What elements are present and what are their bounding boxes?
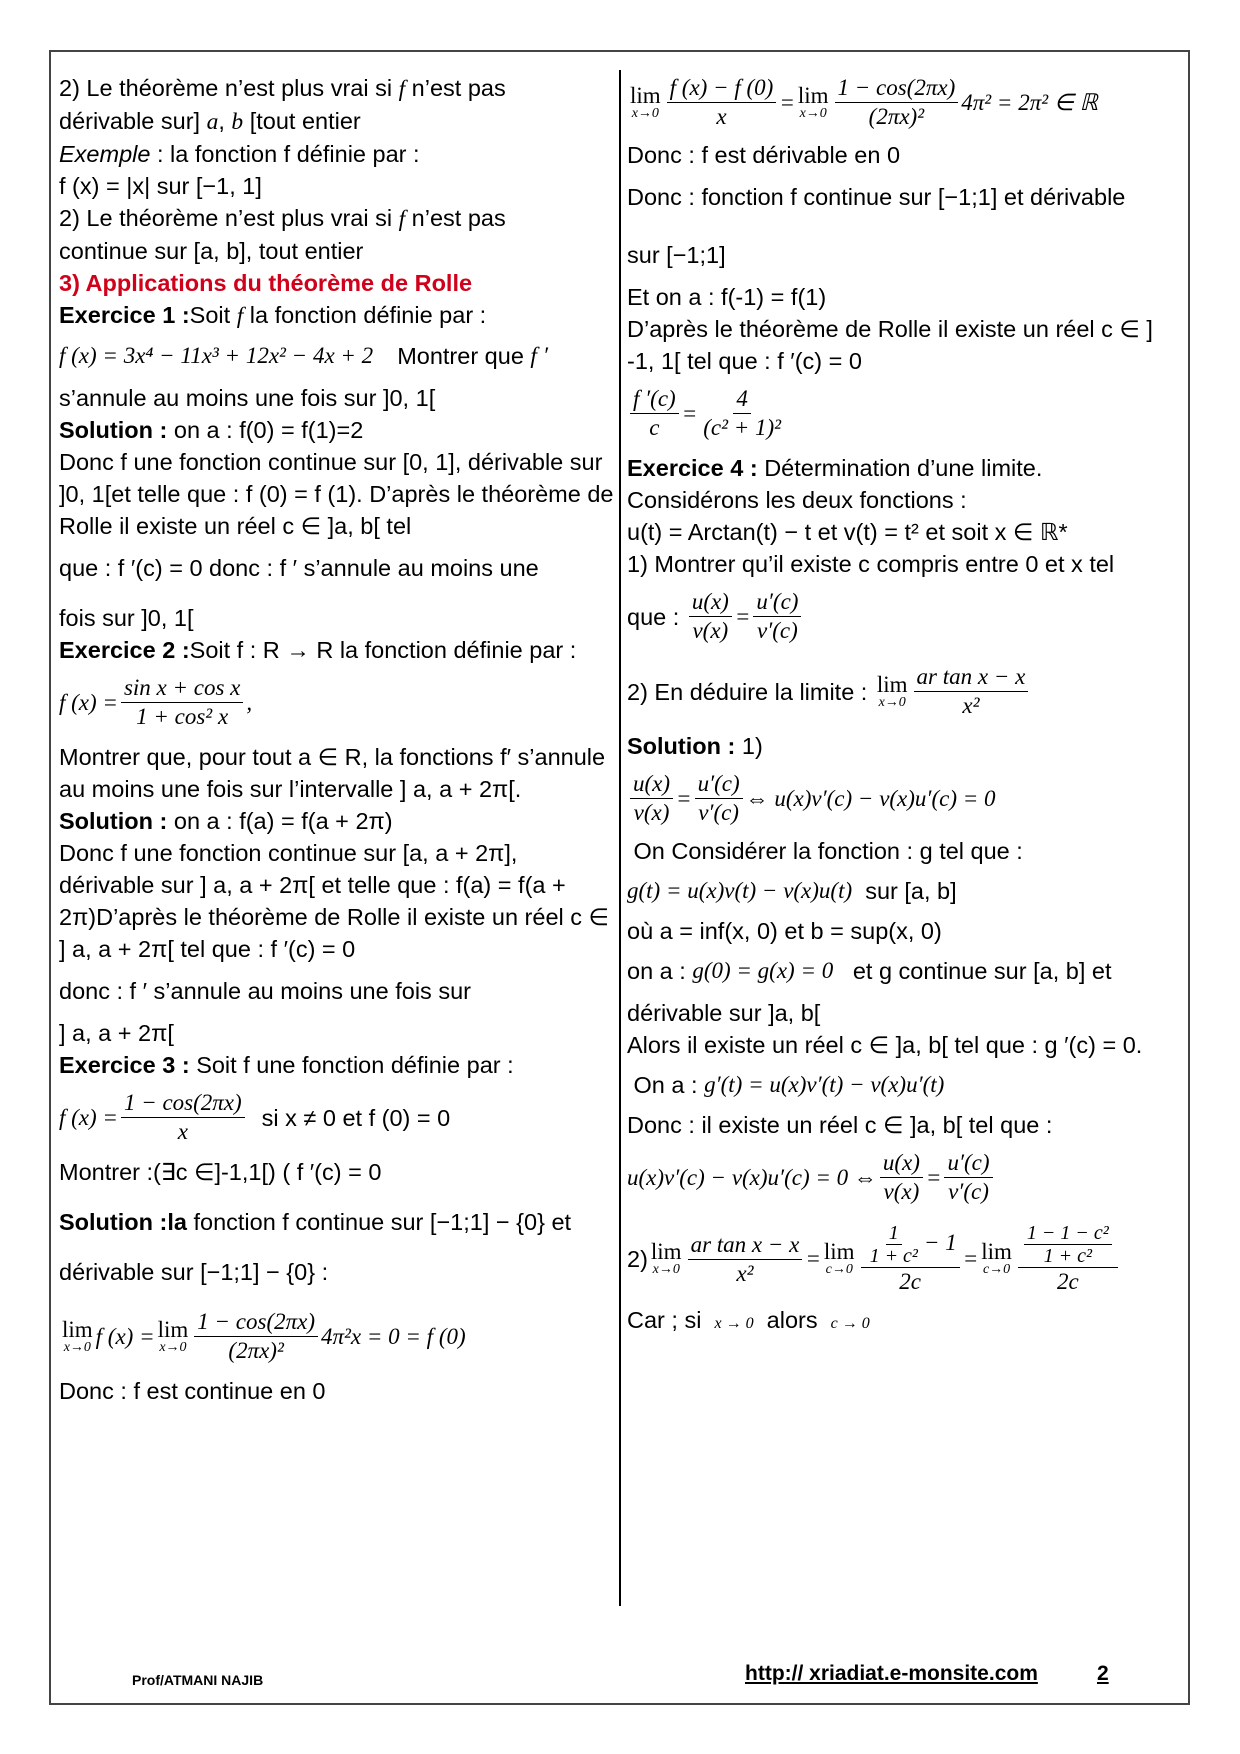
solution-2-text: donc : f ′ s’annule au moins une fois sur bbox=[59, 978, 471, 1004]
fraction-formula: $\frac{f '(c)}{c}$ = $\frac{4}{\text{(c² + 1)²}}$ bbox=[627, 385, 1182, 442]
exercise-1-formula: f (x) = 3x⁴ − 11x³ + 12x² − 4x + 2 Montrer que f ′ bbox=[59, 343, 548, 369]
footer-website-link[interactable]: http:// xriadiat.e-monsite.com bbox=[745, 1662, 1038, 1685]
solution-4-equivalence: $\frac{u(x)}{v(x)}$ = $\frac{u'(c)}{v'(c)}$ ⇔ u(x)v′(c) − v(x)u′(c) = 0 bbox=[627, 770, 1182, 827]
solution-4: Solution : 1) bbox=[627, 733, 763, 759]
exercise-4-text: 1) Montrer qu’il existe c compris entre 0 et x tel bbox=[627, 551, 1115, 577]
text-line: s’annule au moins une fois sur ]0, 1[ bbox=[59, 385, 436, 411]
derivative-limit: lim x→0 $\frac{f (x) - f (0)}{x}$ = lim x→0 $\frac{1 - \cos(2\pi x)}{\text{(2πx)²}}$ 4π² = 2π² ∈ ℝ bbox=[630, 75, 1098, 129]
text-line: dérivable sur] a, b [tout entier bbox=[59, 108, 361, 135]
exercise-4-text: u(t) = Arctan(t) − t et v(t) = t² et soit x ∈ ℝ* bbox=[627, 519, 1068, 545]
g-values: on a : g(0) = g(x) = 0 et g continue sur [a, b] et bbox=[627, 958, 1112, 984]
text-line: Donc : f est dérivable en 0 bbox=[627, 142, 901, 168]
text-line: continue sur [a, b], tout entier bbox=[59, 238, 364, 264]
solution-3-text: dérivable sur [−1;1] − {0} : bbox=[59, 1259, 329, 1285]
exercise-4: Exercice 4 : Détermination d’une limite. bbox=[627, 455, 1043, 481]
text-line: On Considérer la fonction : g tel que : bbox=[633, 838, 1023, 864]
solution-3: Solution :la fonction f continue sur [−1;1] − {0} et bbox=[59, 1209, 572, 1235]
exercise-2-text: Montrer que, pour tout a ∈ R, la fonctions f′ s’annule au moins une fois sur l’intervalle ] a, a + 2π[. bbox=[59, 744, 606, 802]
text-line: Donc : fonction f continue sur [−1;1] et dérivable bbox=[627, 184, 1126, 210]
solution-2: Solution : on a : f(a) = f(a + 2π) bbox=[59, 808, 393, 834]
g-definition: g(t) = u(x)v(t) − v(x)u(t) sur [a, b] bbox=[627, 878, 957, 904]
text-line: D’après le théorème de Rolle il existe un réel c ∈ ] -1, 1[ tel que : f ′(c) = 0 bbox=[627, 316, 1153, 374]
exercise-2: Exercice 2 :Soit f : R → R la fonction définie par : bbox=[59, 637, 577, 663]
text-line: Donc : il existe un réel c ∈ ]a, b[ tel que : bbox=[627, 1112, 1053, 1138]
solution-3-limit: lim x→0 f (x) = lim x→0 $\frac{1 - \cos(2\pi x)}{\text{(2πx)²}}$ 4π²x = 0 = f (0) bbox=[62, 1309, 466, 1363]
exercise-4-text: Considérons les deux fonctions : bbox=[627, 487, 967, 513]
text-line: sur [−1;1] bbox=[627, 242, 726, 268]
column-divider bbox=[619, 70, 621, 1606]
solution-2-text: Donc f une fonction continue sur [a, a + 2π], dérivable sur ] a, a + 2π[ et telle que : f(a) = f(a + 2π)D’après le théorème de Rolle il existe un réel c ∈ ] a, a + 2π[ tel que : f ′(c) = 0 bbox=[59, 840, 610, 962]
exercise-1: Exercice 1 :Soit f la fonction définie par : bbox=[59, 302, 487, 329]
solution-2-text: ] a, a + 2π[ bbox=[59, 1020, 174, 1046]
exercise-4-formula: que : $\frac{u(x)}{v(x)}$ = $\frac{u'(c)}{v'(c)}$ bbox=[627, 588, 1182, 645]
right-column bbox=[627, 72, 1182, 1340]
exercise-3-question: Montrer :(∃c ∈]-1,1[) ( f ′(c) = 0 bbox=[59, 1159, 382, 1185]
final-equivalence: u(x)v′(c) − v(x)u′(c) = 0 ⇔ $\frac{u(x)}{v(x)}$ = $\frac{u'(c)}{v'(c)}$ bbox=[627, 1149, 1182, 1206]
text-line: Alors il existe un réel c ∈ ]a, b[ tel que : g ′(c) = 0. bbox=[627, 1032, 1143, 1058]
exercise-3: Exercice 3 : Soit f une fonction définie par : bbox=[59, 1052, 514, 1078]
left-column bbox=[59, 72, 614, 1407]
solution-1-text: que : f ′(c) = 0 donc : f ′ s’annule au moins une bbox=[59, 555, 539, 581]
exercise-2-formula: f (x) = $\frac{\text{sin x + cos x}}{\text{1 + cos² x}}$ , bbox=[59, 675, 253, 729]
page-number: 2 bbox=[1097, 1662, 1109, 1685]
example-formula: f (x) = |x| sur [−1, 1] bbox=[59, 173, 262, 199]
solution-1-text: fois sur ]0, 1[ bbox=[59, 605, 194, 631]
limit-computation: 2) lim x→0 $\frac{\text{ar tan x − x}}{\text{x²}}$ = lim c→0 $\frac{1}{\text{1 + c²}}$ − 1 2c = lim c→0 $\frac{\frac{\text{1 − 1 − c²}}{\text{1 + c²}}}{2c}$ bbox=[627, 1222, 1182, 1296]
solution-1-text: Donc f une fonction continue sur [0, 1], dérivable sur ]0, 1[et telle que : f (0) = f (1). D’après le théorème de Rolle il existe un réel c ∈ ]a, b[ tel bbox=[59, 449, 614, 539]
conclusion-line: Car ; si x → 0 alors c → 0 bbox=[627, 1307, 870, 1333]
exercise-4-question-2: 2) En déduire la limite : lim x→0 $\frac{\text{ar tan x − x}}{\text{x²}}$ bbox=[627, 663, 1182, 720]
exercise-3-formula: f (x) = $\frac{1 - \cos(2\pi x)}{x}$ si x ≠ 0 et f (0) = 0 bbox=[59, 1090, 451, 1144]
g-prime: On a : g′(t) = u(x)v′(t) − v(x)u′(t) bbox=[633, 1072, 945, 1098]
solution-3-conclusion: Donc : f est continue en 0 bbox=[59, 1378, 326, 1404]
section-title: 3) Applications du théorème de Rolle bbox=[59, 270, 473, 296]
text-line: où a = inf(x, 0) et b = sup(x, 0) bbox=[627, 918, 942, 944]
text-line: 2) Le théorème n’est plus vrai si f n’est pas bbox=[59, 205, 506, 232]
footer-author: Prof/ATMANI NAJIB bbox=[132, 1672, 264, 1688]
solution-1: Solution : on a : f(0) = f(1)=2 bbox=[59, 417, 364, 443]
text-line: 2) Le théorème n’est plus vrai si f n’est pas bbox=[59, 75, 506, 102]
text-line: Et on a : f(-1) = f(1) bbox=[627, 284, 827, 310]
example-line: Exemple : la fonction f définie par : bbox=[59, 141, 420, 167]
text-line: dérivable sur ]a, b[ bbox=[627, 1000, 821, 1026]
